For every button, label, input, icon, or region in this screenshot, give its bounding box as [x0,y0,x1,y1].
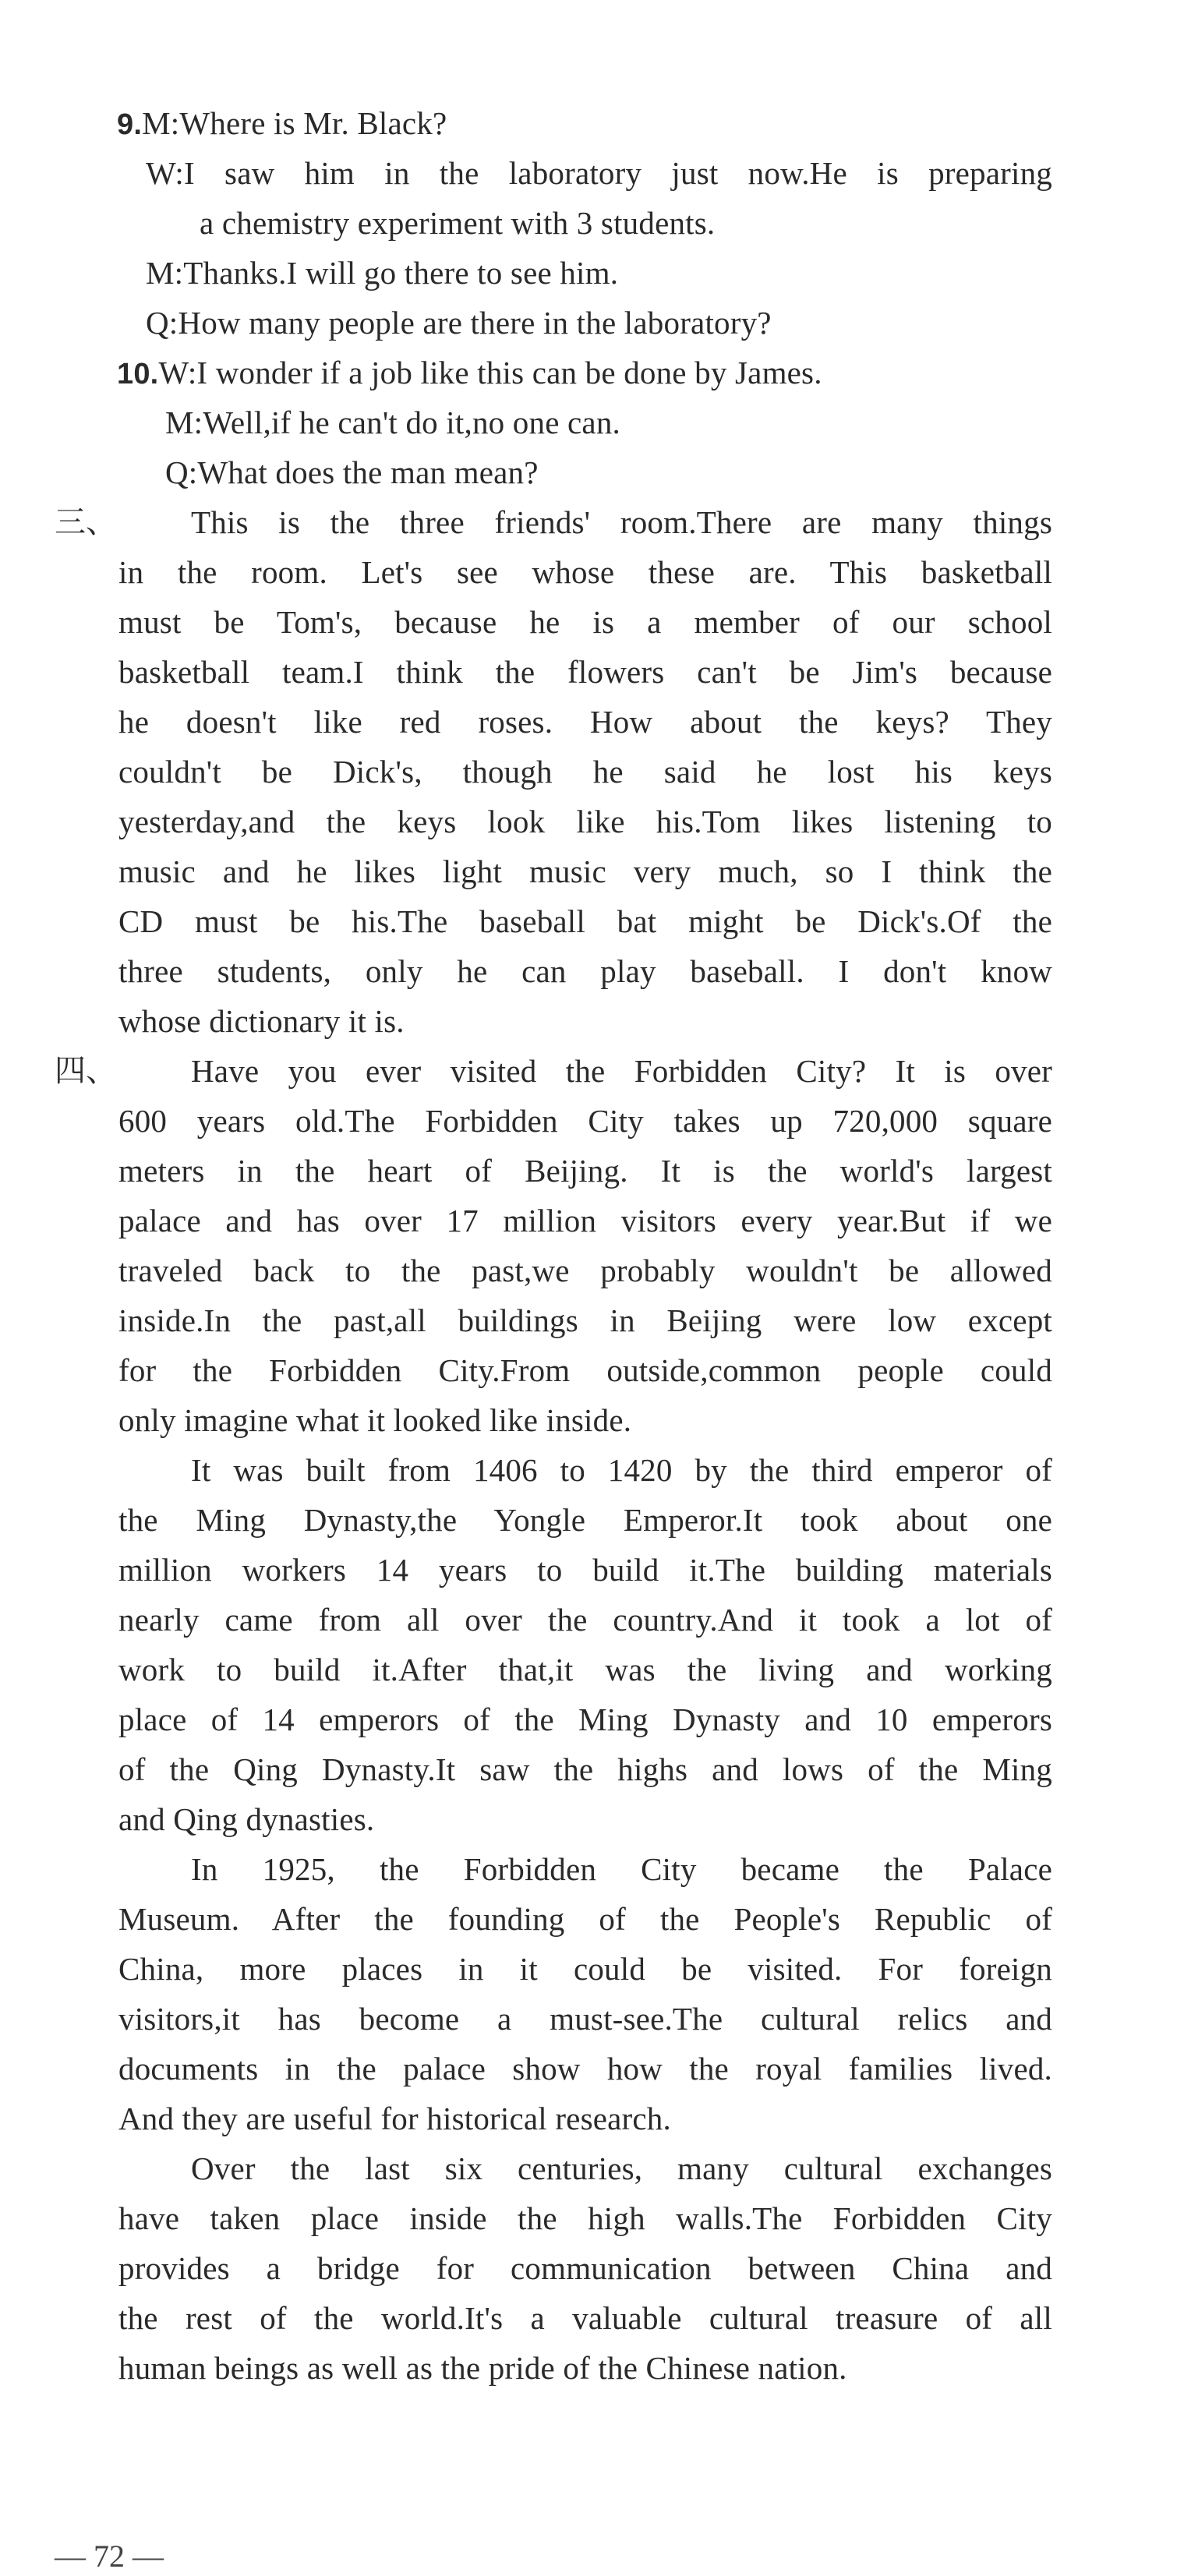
dialogue-9-line: W:I saw him in the laboratory just now.He is preparing [146,155,1052,191]
section-4-line: nearly came from all over the country.And it took a lot of [118,1602,1052,1638]
section-4-line: only imagine what it looked like inside. [118,1402,632,1438]
dialogue-9-line: a chemistry experiment with 3 students. [200,205,716,241]
section-4-line: inside.In the past,all buildings in Beijing were low except [118,1302,1052,1338]
section-4-line: In 1925, the Forbidden City became the Palace [191,1851,1052,1887]
section-3-line: music and he likes light music very much, so I think the [118,853,1052,889]
section-4-line: documents in the palace show how the royal families lived. [118,2051,1052,2087]
section-4-line: Museum. After the founding of the People's Republic of [118,1901,1052,1937]
section-4-line: of the Qing Dynasty.It saw the highs and lows of the Ming [118,1751,1052,1787]
section-4-line: work to build it.After that,it was the living and working [118,1652,1052,1687]
dialogue-10-line: M:Well,if he can't do it,no one can. [165,405,620,440]
section-4-line: provides a bridge for communication between China and [118,2250,1052,2286]
section-3-line: basketball team.I think the flowers can't be Jim's because [118,654,1052,690]
section-4-line: And they are useful for historical research. [118,2101,671,2136]
section-4-line: million workers 14 years to build it.The building materials [118,1552,1052,1588]
section-4-line: human beings as well as the pride of the Chinese nation. [118,2350,847,2386]
section-3-line: CD must be his.The baseball bat might be Dick's.Of the [118,903,1052,939]
question-number: 10. [117,358,159,390]
section-4-line: China, more places in it could be visited. For foreign [118,1951,1052,1987]
section-3-marker: 三、 [55,504,117,540]
section-4-line: meters in the heart of Beijing. It is the world's largest [118,1153,1052,1189]
section-4-line: traveled back to the past,we probably wouldn't be allowed [118,1253,1052,1288]
section-4-line: the Ming Dynasty,the Yongle Emperor.It took about one [118,1502,1052,1538]
section-4-line: visitors,it has become a must-see.The cultural relics and [118,2001,1052,2037]
section-3-line: three students, only he can play baseball. I don't know [118,953,1052,989]
section-4-line: the rest of the world.It's a valuable cultural treasure of all [118,2300,1052,2336]
dialogue-9-line: M:Thanks.I will go there to see him. [146,255,619,291]
section-4-line: 600 years old.The Forbidden City takes up 720,000 square [118,1103,1052,1139]
dialogue-10-line: Q:What does the man mean? [165,454,539,490]
dialogue-10-line: 10.W:I wonder if a job like this can be done by James. [117,355,822,390]
dialogue-9-line: 9.M:Where is Mr. Black? [117,105,447,141]
section-3-line: yesterday,and the keys look like his.Tom likes listening to [118,804,1052,839]
section-4-marker: 四、 [55,1053,117,1089]
section-4-line: Over the last six centuries, many cultural exchanges [191,2150,1052,2186]
question-number: 9. [117,108,143,141]
page-number: — 72 — [55,2539,164,2574]
section-4-line: and Qing dynasties. [118,1801,375,1837]
section-4-line: palace and has over 17 million visitors every year.But if we [118,1203,1052,1239]
section-3-line: in the room. Let's see whose these are. This basketball [118,554,1052,590]
section-3-line: couldn't be Dick's, though he said he lost his keys [118,754,1052,790]
section-3-line: must be Tom's, because he is a member of our school [118,604,1052,640]
section-4-line: have taken place inside the high walls.The Forbidden City [118,2200,1052,2236]
section-4-line: It was built from 1406 to 1420 by the third emperor of [191,1452,1052,1488]
section-4-line: for the Forbidden City.From outside,common people could [118,1352,1052,1388]
dialogue-9-line: Q:How many people are there in the laboratory? [146,305,772,341]
section-3-line: he doesn't like red roses. How about the keys? They [118,704,1052,740]
section-3-line: This is the three friends' room.There are many things [191,504,1052,540]
section-4-line: place of 14 emperors of the Ming Dynasty and 10 emperors [118,1701,1052,1737]
section-3-line: whose dictionary it is. [118,1003,405,1039]
section-4-line: Have you ever visited the Forbidden City? It is over [191,1053,1052,1089]
